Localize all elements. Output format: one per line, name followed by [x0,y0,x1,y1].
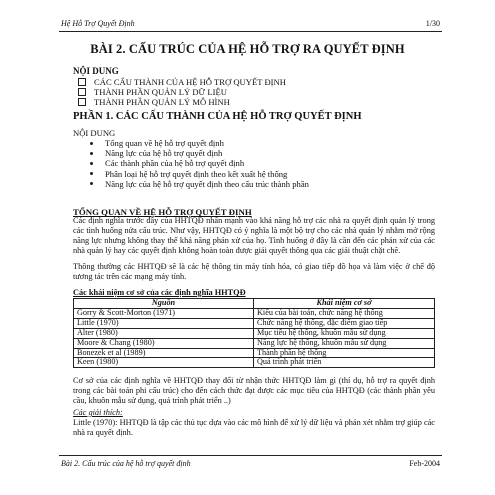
table-cell: Keen (1980) [74,358,254,368]
table-cell: Quá trình phát triển [254,358,435,368]
toc-list [78,77,286,107]
table-row [74,358,435,368]
table-row [74,338,435,348]
table-cell: Chức năng hệ thống, đặc điểm giao tiếp [254,318,435,328]
table-cell: Gorry & Scott-Morton (1971) [74,308,254,318]
checkbox-bullet-icon [78,78,86,86]
table-cell: Năng lực hệ thống, khuôn mẫu sử dụng [254,338,435,348]
table-cell: Moore & Chang (1980) [74,338,254,348]
table-row [74,328,435,338]
footer-date: Feb-2004 [409,459,440,468]
explanations-paragraph: Little (1970): HHTQĐ là tập các thủ tục dựa vào các mô hình để xử lý dữ liệu và phán xét nhằm trợ giúp các nhà ra quyết định. [73,418,435,438]
toc-heading: NỘI DUNG [73,66,119,76]
list-item: Năng lực của hệ hỗ trợ quyết định theo cấu trúc thành phần [90,179,309,189]
part-heading: PHẦN 1. CÁC CẤU THÀNH CỦA HỆ HỖ TRỢ QUYẾT ĐỊNH [73,111,362,122]
lesson-title: BÀI 2. CẤU TRÚC CỦA HỆ HỖ TRỢ RA QUYẾT ĐỊNH [90,42,405,56]
column-header-concept: Khái niệm cơ sở [254,299,435,309]
definitions-basis-paragraph: Cơ sở của các định nghĩa về HHTQĐ thay đổi từ nhận thức HHTQĐ làm gì (thí dụ, hỗ trợ ra quyết định trong các bài toán phi cấu trúc) cho đến cách thức đạt được các mục tiêu của HHTQĐ (các thành phần yêu cầu, khuôn mẫu sử dụng, quá trình phát triển ..) [73,376,435,406]
header-divider [59,31,442,32]
table-row [74,348,435,358]
part-content-heading: NỘI DUNG [73,128,116,138]
table-row [74,318,435,328]
page-number: 1/30 [425,19,440,28]
toc-item: THÀNH PHẦN QUẢN LÝ MÔ HÌNH [78,97,286,107]
table-title: Các khái niệm cơ sở của các định nghĩa HHTQĐ [73,288,246,297]
footer-lesson: Bài 2. Cấu trúc của hệ hỗ trợ quyết định [61,459,191,468]
bullet-dot-icon [90,142,93,145]
table-cell: Thành phần hệ thống [254,348,435,358]
checkbox-bullet-icon [78,88,86,96]
checkbox-bullet-icon [78,98,86,106]
toc-item: CÁC CẤU THÀNH CỦA HỆ HỖ TRỢ QUYẾT ĐỊNH [78,77,286,87]
overview-paragraph-2: Thông thường các HHTQĐ sẽ là các hệ thông tin máy tính hóa, có giao tiếp đồ họa và làm việc ở chế độ tương tác trên các mạng máy tính. [73,262,435,282]
bullet-dot-icon [90,152,93,155]
table-cell: Mục tiêu hệ thống, khuôn mẫu sử dụng [254,328,435,338]
bullet-dot-icon [90,172,93,175]
table-cell: Kiểu của bài toán, chức năng hệ thống [254,308,435,318]
header-title: Hệ Hỗ Trợ Quyết Định [61,19,135,28]
table-cell: Bonezek et al (1989) [74,348,254,358]
overview-heading: TỔNG QUAN VỀ HỆ HỖ TRỢ QUYẾT ĐỊNH [73,207,252,217]
column-header-source: Nguồn [74,299,254,309]
table-cell: Little (1970) [74,318,254,328]
table-cell: Alter (1980) [74,328,254,338]
footer-divider [59,455,442,456]
list-item: Năng lực của hệ hỗ trợ quyết định [90,148,309,158]
toc-item: THÀNH PHẦN QUẢN LÝ DỮ LIỆU [78,87,286,97]
definitions-table [73,298,435,368]
bullet-dot-icon [90,162,93,165]
table-header-row [74,299,435,309]
explanations-heading: Các giải thích: [73,408,123,417]
part-content-list [90,138,309,189]
list-item: Phân loại hệ hỗ trợ quyết định theo kết xuất hệ thống [90,169,309,179]
bullet-dot-icon [90,182,93,185]
overview-paragraph-1: Các định nghĩa trước đây của HHTQĐ nhấn mạnh vào khả năng hỗ trợ các nhà ra quyết định quản lý trong các tình huống nửa cấu trúc. Như vậy, HHTQĐ có ý nghĩa là một bộ trợ cho các nhà quản lý nhằm mở rộng năng lực nhưng không thay thế khả năng phán xử của họ. Tình huống ở đây là cần đến các phán xử của các nhà quản lý hay các quyết định không hoàn toàn được giải quyết thông qua các giải thuật chặt chẽ. [73,216,435,256]
list-item: Các thành phần của hệ hỗ trợ quyết định [90,158,309,168]
list-item: Tổng quan về hệ hỗ trợ quyết định [90,138,309,148]
table-row [74,308,435,318]
